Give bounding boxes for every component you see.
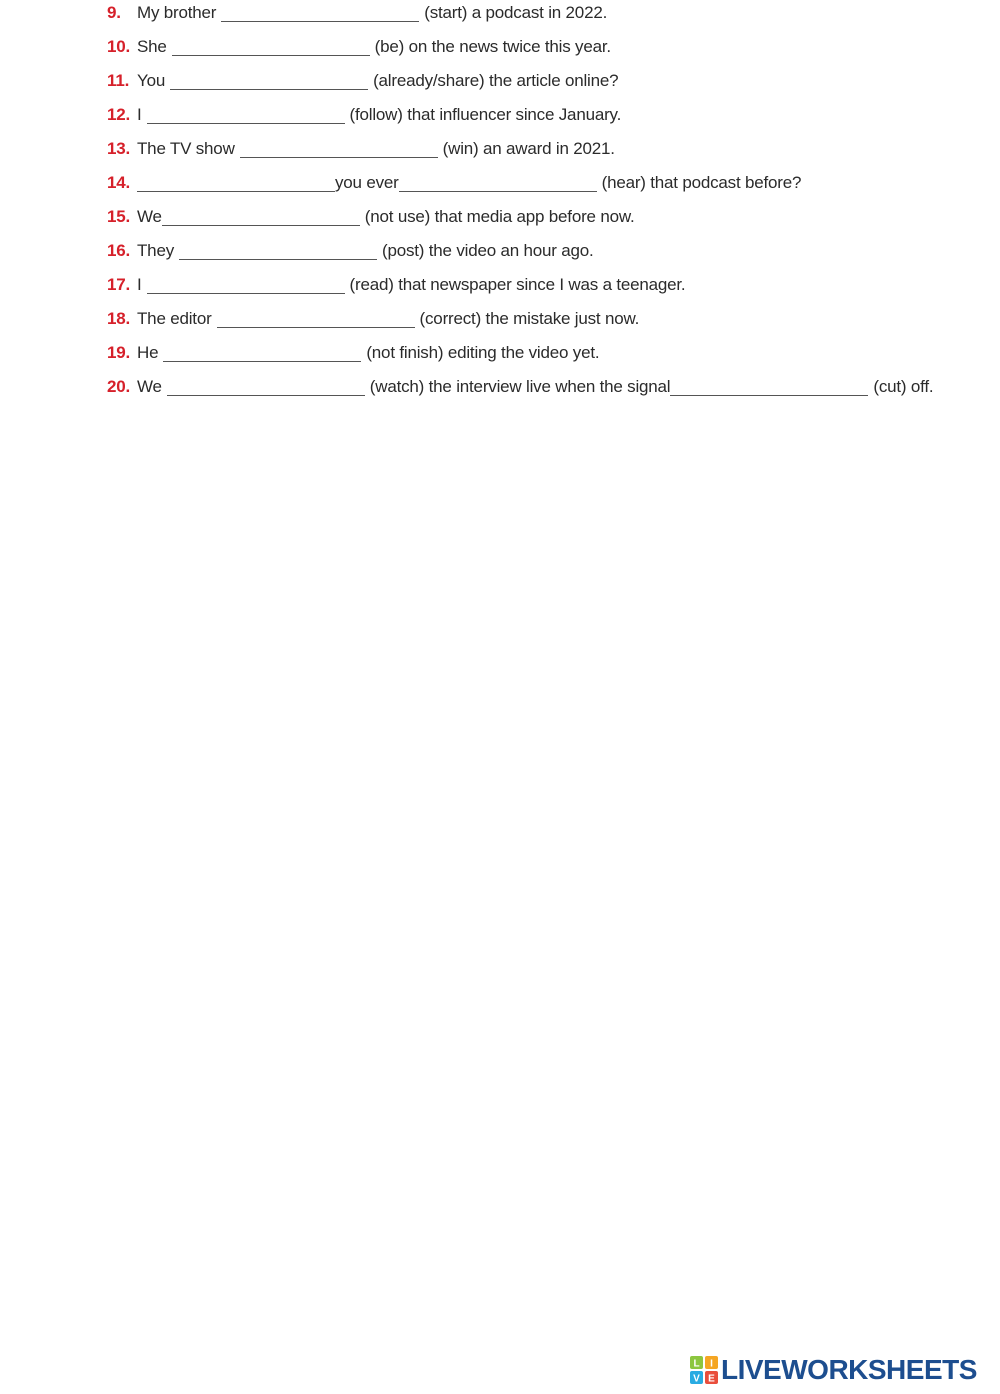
sentence-text: We: [137, 377, 162, 396]
exercise-11: [107, 68, 618, 94]
exercise-12: [107, 102, 621, 128]
answer-blank[interactable]: [670, 379, 868, 396]
sentence-text: (start) a podcast in 2022.: [424, 3, 608, 22]
logo-mark-icon: [690, 1356, 718, 1384]
exercise-number: 20.: [107, 377, 131, 396]
exercise-18: [107, 306, 639, 332]
answer-blank[interactable]: [147, 107, 345, 124]
answer-blank[interactable]: [162, 209, 360, 226]
sentence-text: My brother: [137, 3, 217, 22]
exercise-number: 16.: [107, 241, 131, 260]
exercise-19: [107, 340, 599, 366]
sentence-text: (cut) off.: [873, 377, 934, 396]
answer-blank[interactable]: [221, 5, 419, 22]
exercise-number: 12.: [107, 105, 131, 124]
sentence-text: I: [137, 105, 142, 124]
sentence-text: (watch) the interview live when the signal: [369, 377, 671, 396]
exercise-number: 14.: [107, 173, 131, 192]
answer-blank[interactable]: [170, 73, 368, 90]
sentence-text: (read) that newspaper since I was a teenager.: [349, 275, 686, 294]
sentence-text: He: [137, 343, 159, 362]
exercise-20: [107, 374, 933, 400]
exercise-number: 9.: [107, 3, 121, 22]
svg-text:I: I: [710, 1358, 713, 1370]
sentence-text: The editor: [137, 309, 212, 328]
answer-blank[interactable]: [163, 345, 361, 362]
svg-text:L: L: [693, 1358, 700, 1370]
sentence-text: (hear) that podcast before?: [601, 173, 802, 192]
logo-text: LIVEWORKSHEETS: [721, 1354, 977, 1385]
answer-blank[interactable]: [399, 175, 597, 192]
exercise-number: 10.: [107, 37, 131, 56]
sentence-text: (not finish) editing the video yet.: [366, 343, 600, 362]
sentence-text: The TV show: [137, 139, 235, 158]
svg-text:E: E: [708, 1373, 715, 1384]
sentence-text: She: [137, 37, 167, 56]
sentence-text: They: [137, 241, 174, 260]
exercise-number: 18.: [107, 309, 131, 328]
answer-blank[interactable]: [137, 175, 335, 192]
sentence-text: (post) the video an hour ago.: [382, 241, 594, 260]
exercise-17: [107, 272, 685, 298]
exercise-10: [107, 34, 611, 60]
sentence-text: I: [137, 275, 142, 294]
sentence-text: (correct) the mistake just now.: [419, 309, 640, 328]
sentence-text: (be) on the news twice this year.: [374, 37, 611, 56]
answer-blank[interactable]: [217, 311, 415, 328]
answer-blank[interactable]: [147, 277, 345, 294]
exercise-number: 11.: [107, 71, 130, 90]
exercise-14: [107, 170, 801, 196]
sentence-text: You: [137, 71, 166, 90]
exercise-13: [107, 136, 615, 162]
sentence-text: (not use) that media app before now.: [364, 207, 635, 226]
svg-text:V: V: [693, 1373, 700, 1384]
sentence-text: (already/share) the article online?: [373, 71, 619, 90]
sentence-text: you ever: [335, 173, 399, 192]
sentence-text: (follow) that influencer since January.: [349, 105, 622, 124]
exercise-16: [107, 238, 594, 264]
exercise-9: [107, 0, 607, 26]
exercise-number: 19.: [107, 343, 131, 362]
answer-blank[interactable]: [172, 39, 370, 56]
answer-blank[interactable]: [179, 243, 377, 260]
answer-blank[interactable]: [240, 141, 438, 158]
exercise-number: 15.: [107, 207, 131, 226]
sentence-text: We: [137, 207, 162, 226]
answer-blank[interactable]: [167, 379, 365, 396]
exercise-number: 17.: [107, 275, 131, 294]
sentence-text: (win) an award in 2021.: [442, 139, 615, 158]
exercise-number: 13.: [107, 139, 131, 158]
exercise-15: [107, 204, 635, 230]
liveworksheets-logo: [690, 1354, 977, 1386]
